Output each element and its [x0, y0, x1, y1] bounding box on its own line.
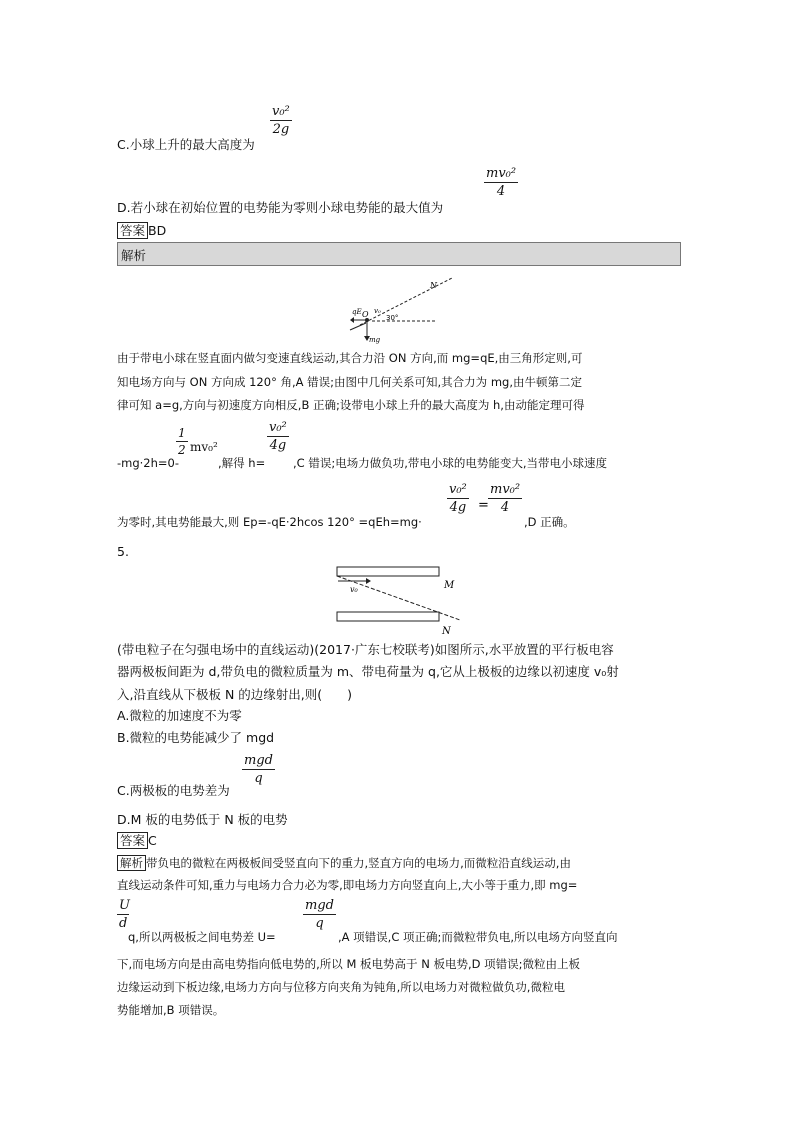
h-fraction — [267, 420, 289, 453]
option-c: C.小球上升的最大高度为 — [117, 137, 255, 152]
answer-value: C — [148, 833, 157, 848]
label-mg: mg — [369, 336, 381, 344]
analysis-line-5b: ,D 正确。 — [524, 515, 575, 529]
lower-plate — [337, 612, 439, 621]
fraction-numerator: 1 — [178, 426, 186, 440]
analysis-line-2: 知电场方向与 ON 方向成 120° 角,A 错误;由图中几何关系可知,其合力为 mg,由牛顿第二定 — [117, 375, 582, 389]
answer-row — [117, 222, 166, 240]
option-a: A.微粒的加速度不为零 — [117, 708, 242, 723]
analysis-line-4: 下,而电场方向是由高电势指向低电势的,所以 M 板电势高于 N 板电势,D 项错误;微粒由上板 — [117, 957, 580, 971]
analysis-line-1: 由于带电小球在竖直面内做匀变速直线运动,其合力沿 ON 方向,而 mg=qE,由三角形定则,可 — [117, 351, 583, 365]
analysis-header — [117, 242, 681, 266]
label-v0: v₀ — [374, 307, 381, 315]
fraction-numerator: mgd — [305, 898, 334, 913]
option-c-fraction — [242, 753, 275, 786]
fraction-denominator: 4g — [269, 438, 287, 453]
fraction-numerator: mgd — [244, 753, 273, 768]
analysis-line-4b: mv₀² — [190, 440, 218, 454]
analysis-line-2: 直线运动条件可知,重力与电场力合力必为零,即电场力方向竖直向上,大小等于重力,即 mg= — [117, 878, 578, 892]
option-d-fraction — [484, 166, 518, 199]
fraction-numerator: mv₀² — [486, 166, 517, 181]
analysis-label: 解析 — [117, 855, 146, 871]
fraction-numerator: v₀² — [449, 482, 467, 497]
option-d: D.M 板的电势低于 N 板的电势 — [117, 812, 288, 827]
analysis-line-5: 边缘运动到下板边缘,电场力方向与位移方向夹角为钝角,所以电场力对微粒做负功,微粒电 — [117, 980, 565, 994]
analysis-line-4d: ,C 错误;电场力做负功,带电小球的电势能变大,当带电小球速度 — [293, 456, 608, 470]
stem-line-3: 入,沿直线从下极板 N 的边缘射出,则( ) — [117, 687, 352, 702]
option-c: C.两极板的电势差为 — [117, 783, 230, 798]
analysis-label: 解析 — [121, 248, 147, 263]
option-d: D.若小球在初始位置的电势能为零则小球电势能的最大值为 — [117, 200, 444, 215]
label-angle: 30° — [386, 314, 399, 322]
reverse-line — [350, 323, 366, 330]
analysis-text: 带负电的微粒在两极板间受竖直向下的重力,竖直方向的电场力,而微粒沿直线运动,由 — [146, 856, 571, 870]
fraction-numerator: v₀² — [269, 420, 287, 435]
question-number: 5. — [117, 544, 129, 559]
analysis-line-5a: 为零时,其电势能最大,则 Ep=-qE·2hcos 120° =qEh=mg· — [117, 515, 422, 529]
on-line — [360, 278, 452, 325]
qe-arrowhead — [350, 317, 354, 323]
answer-value: BD — [148, 223, 167, 238]
fraction-numerator: mv₀² — [490, 482, 521, 497]
stem-line-1: (带电粒子在匀强电场中的直线运动)(2017·广东七校联考)如图所示,水平放置的平行板电容 — [117, 642, 614, 657]
force-diagram — [340, 270, 460, 350]
label-o: O — [362, 310, 369, 319]
analysis-line-3a: q,所以两极板之间电势差 U= — [128, 930, 276, 944]
u-over-d-fraction — [117, 898, 132, 931]
u-fraction — [303, 898, 336, 931]
fraction-denominator: 4 — [500, 500, 510, 515]
label-qe: qE — [352, 308, 362, 316]
upper-plate — [337, 567, 439, 576]
v0-arrowhead — [366, 578, 371, 584]
answer-label: 答案 — [117, 222, 148, 239]
fraction-denominator: 2g — [272, 122, 290, 137]
label-v0: v₀ — [350, 585, 358, 594]
fraction-denominator: 4 — [496, 184, 506, 199]
fraction-numerator: v₀² — [272, 104, 290, 119]
capacitor-diagram — [330, 562, 470, 638]
analysis-line-3b: ,A 项错误,C 项正确;而微粒带负电,所以电场方向竖直向 — [338, 930, 618, 944]
option-c-fraction — [270, 104, 292, 137]
analysis-line-4a: -mg·2h=0- — [117, 456, 180, 470]
fraction-denominator: q — [315, 916, 324, 931]
analysis-line-1 — [117, 854, 571, 872]
answer-row — [117, 832, 157, 850]
option-b: B.微粒的电势能减少了 mgd — [117, 730, 275, 745]
analysis-line-4c: ,解得 h= — [218, 456, 266, 470]
label-n: N — [430, 281, 437, 290]
ep-fraction-1 — [447, 482, 469, 515]
stem-line-2: 器两极板间距为 d,带负电的微粒质量为 m、带电荷量为 q,它从上极板的边缘以初速度 v₀射 — [117, 664, 619, 679]
label-m: M — [444, 580, 455, 591]
answer-label: 答案 — [117, 832, 148, 849]
label-n: N — [442, 626, 451, 637]
fraction-denominator: q — [254, 771, 263, 786]
fraction-numerator: U — [119, 898, 130, 913]
fraction-denominator: 4g — [449, 500, 467, 515]
equals-sign: = — [478, 498, 489, 513]
fraction-denominator: 2 — [178, 443, 186, 457]
fraction-denominator: d — [119, 916, 128, 931]
half-fraction — [176, 426, 188, 457]
ep-fraction-2 — [488, 482, 522, 515]
analysis-line-3: 律可知 a=g,方向与初速度方向相反,B 正确;设带电小球上升的最大高度为 h,由动能定理可得 — [117, 398, 585, 412]
analysis-line-6: 势能增加,B 项错误。 — [117, 1003, 225, 1017]
